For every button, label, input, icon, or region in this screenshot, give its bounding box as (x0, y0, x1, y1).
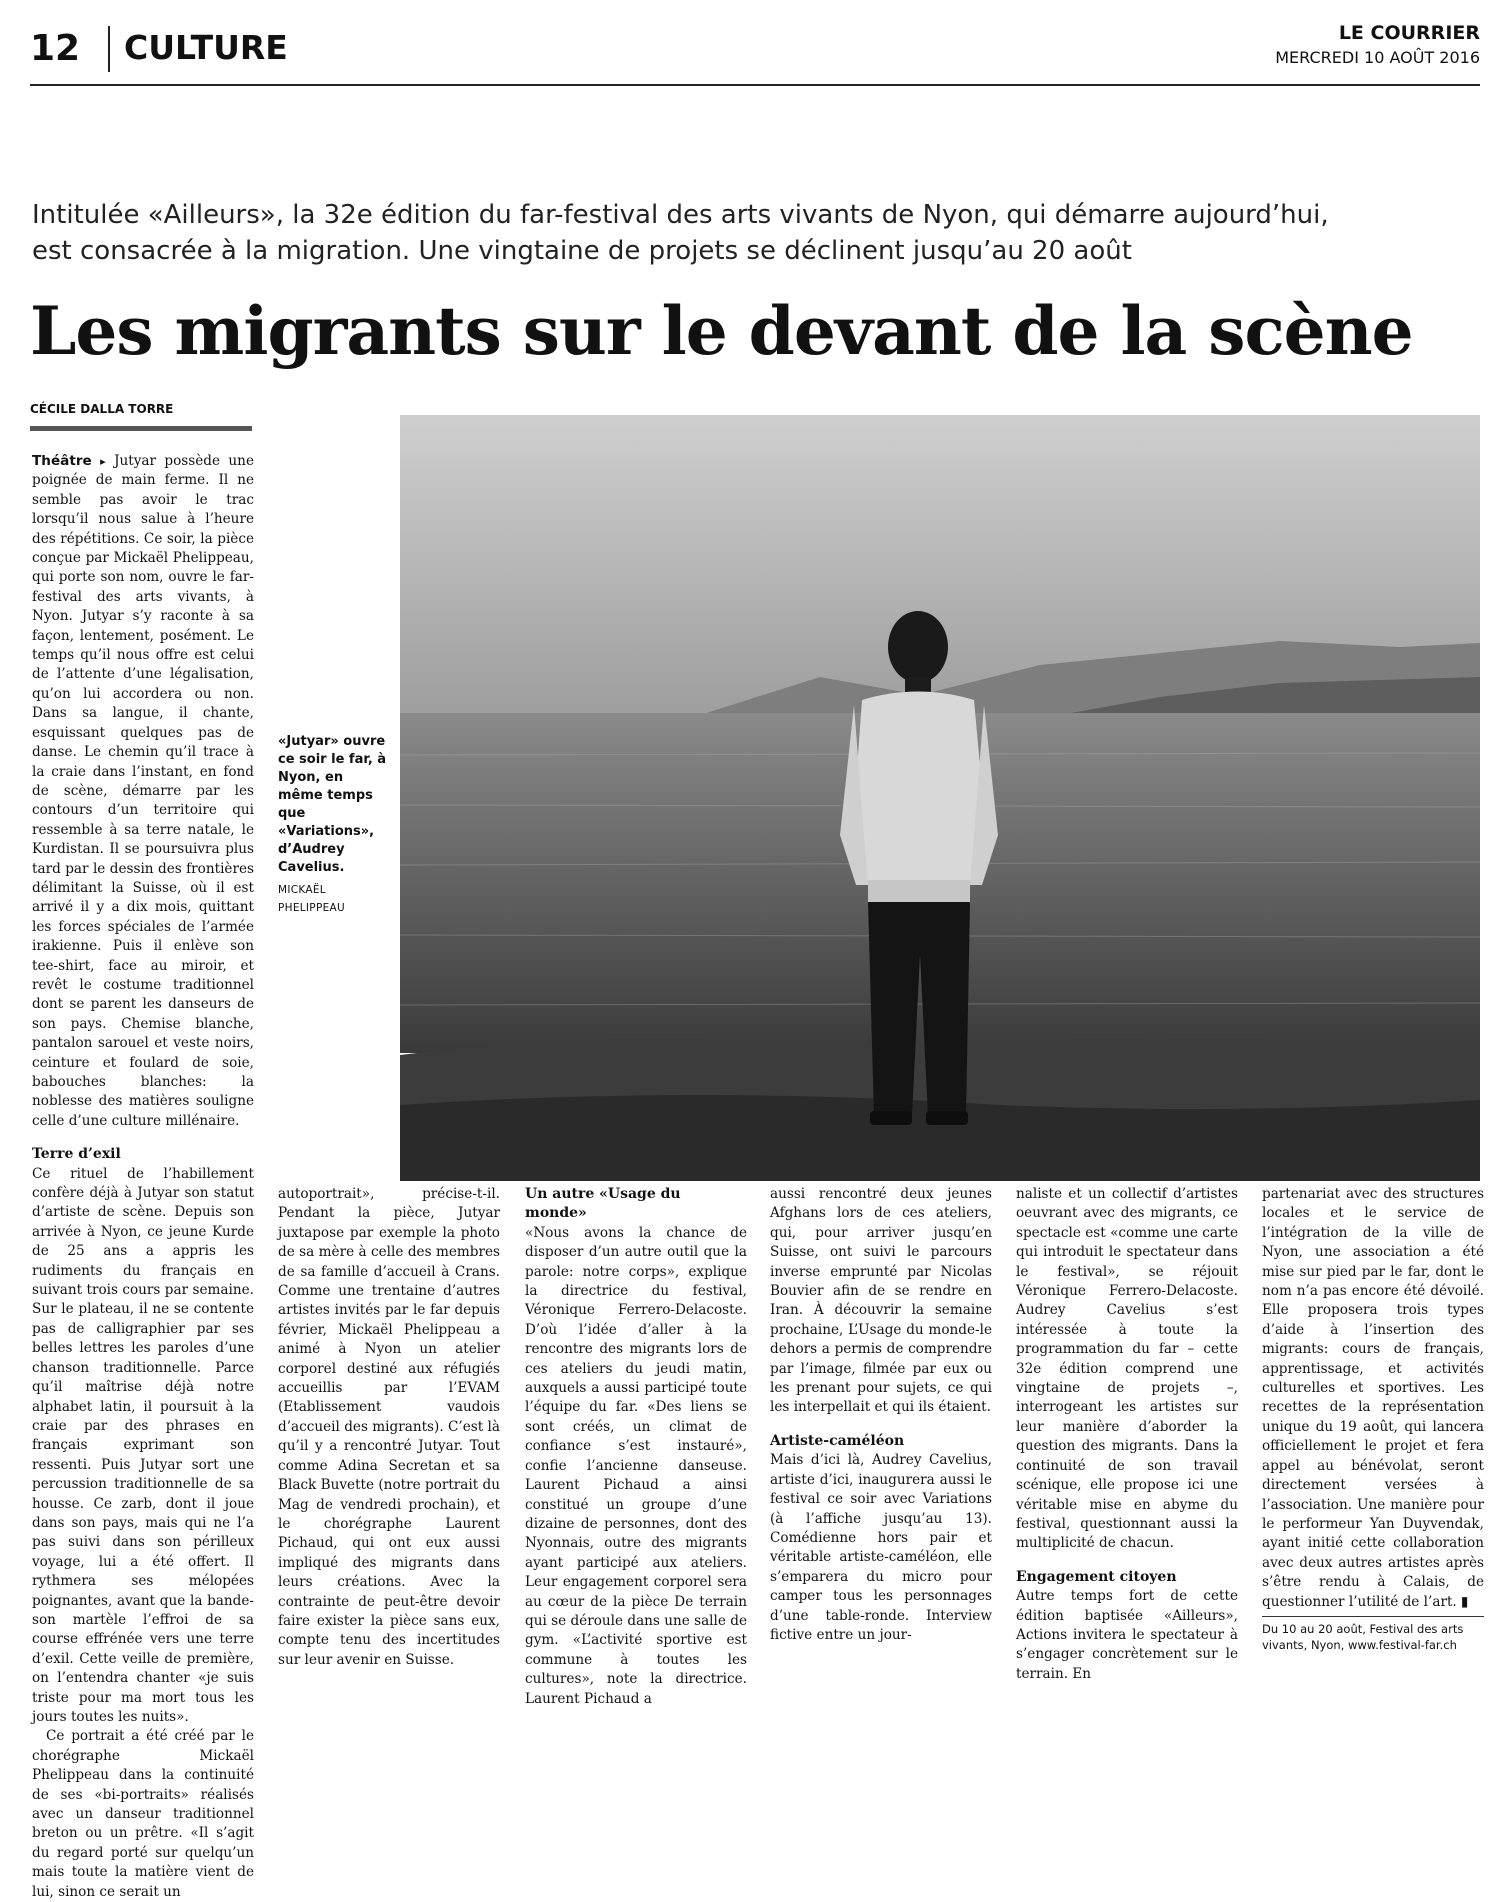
paragraph-8: naliste et un collectif d’artistes oeuvrant avec des migrants, ce spectacle est «comme une carte qui introduit le spectateur dans le festival», se réjouit Véronique Ferrero-Delacoste. Audrey Cavelius s’est intéressée à toute la programmation du far – cette 32e édition comprend une vingtaine de projets –, interrogeant les artistes sur leur manière d’aborder la question des migrants. Dans la continuité de son travail scénique, elle propose ici une véritable mise en abyme du festival, questionnant aussi la multiplicité de chacun. (1016, 1186, 1238, 1552)
paragraph-4: autoportrait», précise-t-il. Pendant la pièce, Jutyar juxtapose par exemple la photo de sa mère à celle des membres de sa famille d’accueil à Crans. Comme une trentaine d’autres artistes invités par le far depuis février, Mickaël Phelippeau a animé à Nyon un atelier corporel destiné aux réfugiés accueillis par l’EVAM (Etablissement vaudois d’accueil des migrants). C’est là qu’il y a rencontré Jutyar. Tout comme Adina Secretan et sa Black Buvette (notre portrait du Mag de vendredi prochain), et le chorégraphe Laurent Pichaud, qui ont eux aussi impliqué des migrants dans leurs créations. Avec la contrainte de peut-être devoir faire exister la pièce sans eux, compte tenu des incertitudes sur leur avenir en Suisse. (278, 1186, 500, 1668)
page-number: 12 (30, 28, 81, 69)
photo-caption (278, 733, 388, 917)
paragraph-7: Mais d’ici là, Audrey Cavelius, artiste d’ici, inaugurera aussi le festival ce soir avec Variations (à l’affiche jusqu’au 13). Comédienne hors pair et véritable artiste-caméléon, elle s’emparera du micro pour camper tous les personnages d’une table-ronde. Interview fictive entre un jour- (770, 1452, 992, 1643)
byline: CÉCILE DALLA TORRE (30, 402, 252, 431)
subhead-usage-du-monde: Un autre «Usage du monde» (525, 1186, 681, 1222)
header-separator (108, 26, 110, 72)
paragraph-10: partenariat avec des structures locales et le service de l’intégration de la ville de Nyon, une association a été mise sur pied par le far, dont le nom n’a pas encore été dévoilé. Elle proposera trois types d’aide à l’insertion des migrants: cours de français, apprentissage, et activités culturelles et sportives. Les recettes de la représentation unique du 19 août, qui lancera officiellement le projet et fera appel au bénévolat, seront directement versées à l’association. Une manière pour le performeur Yan Duyvendak, ayant initié cette collaboration avec deux autres artistes après s’être rendu à Calais, de questionner l’utilité de l’art. ▮ (1262, 1186, 1484, 1610)
article-column-2 (278, 1185, 500, 1668)
article-column-4 (770, 1185, 992, 1657)
article-column-6 (1262, 1185, 1484, 1657)
subhead-artiste-cameleon: Artiste-caméléon (770, 1432, 905, 1449)
section-name: CULTURE (124, 28, 288, 67)
subhead-terre-exil: Terre d’exil (32, 1146, 121, 1163)
article-column-1 (32, 452, 254, 1900)
paragraph-3: Ce portrait a été créé par le chorégraphe Mickaël Phelippeau dans la continuité de ses «bi-portraits» réalisés avec un danseur traditionnel breton ou un prêtre. «Il s’agit du regard porté sur quelqu’un mais toute la matière vient de lui, sinon ce serait un (32, 1728, 254, 1900)
caption-text: «Jutyar» ouvre ce soir le far, à Nyon, en même temps que «Variations», d’Audrey Cavelius. (278, 734, 387, 875)
paragraph-1-text: Jutyar possède une poignée de main ferme. Il ne semble pas avoir le trac lorsqu’il nous salue à l’heure des répétitions. Ce soir, la pièce conçue par Mickaël Phelippeau, qui porte son nom, ouvre le far-festival des arts vivants, à Nyon. Jutyar s’y raconte à sa façon, lentement, posément. Le temps qu’il nous offre est celui de l’attente d’une légalisation, qu’on lui accordera ou non. Dans sa langue, il chante, esquissant quelques pas de danse. Le chemin qu’il trace à la craie dans l’instant, en fond de scène, démarre par les contours d’un territoire qui ressemble à sa terre natale, le Kurdistan. Il se poursuivra plus tard par le dessin des frontières délimitant la Suisse, où il est arrivé il y a dix mois, quittant les forces spéciales de l’armée irakienne. Puis il enlève son tee-shirt, face au miroir, et revêt le costume traditionnel dont se parent les danseurs de son pays. Chemise blanche, pantalon sarouel et veste noirs, ceinture et foulard de soie, babouches blanches: la noblesse des matières souligne celle d’une culture millénaire. (32, 453, 254, 1129)
paragraph-6: aussi rencontré deux jeunes Afghans lors de ces ateliers, qui, pour arriver jusqu’en Suisse, ont suivi le parcours inverse emprunté par Nicolas Bouvier afin de se rendre en Iran. À découvrir la semaine prochaine, L’Usage du monde-le dehors a permis de comprendre par l’image, filmée par eux ou les prenant pour sujets, ce qui les interpellait et qui ils étaient. (770, 1186, 992, 1416)
paragraph-9: Autre temps fort de cette édition baptisée «Ailleurs», Actions invitera le spectateur à s’engager concrètement sur le terrain. En (1016, 1588, 1238, 1682)
photo-lake-man-illustration (400, 415, 1480, 1181)
photo-credit: MICKAËL PHELIPPEAU (278, 884, 345, 914)
deck-line-2: est consacrée à la migration. Une vingtaine de projets se déclinent jusqu’au 20 août (32, 236, 1132, 266)
article-column-3 (525, 1185, 747, 1707)
issue-date: MERCREDI 10 AOÛT 2016 (1275, 48, 1480, 67)
deck-line-1: Intitulée «Ailleurs», la 32e édition du far-festival des arts vivants de Nyon, qui démarre aujourd’hui, (32, 200, 1329, 230)
article-column-5 (1016, 1185, 1238, 1682)
article-photo (400, 415, 1480, 1181)
kicker-label: Théâtre (32, 453, 92, 469)
article-headline: Les migrants sur le devant de la scène (30, 292, 1413, 370)
paragraph-5: «Nous avons la chance de disposer d’un autre outil que la parole: notre corps», explique la directrice du festival, Véronique Ferrero-Delacoste. D’où l’idée d’aller à la rencontre des migrants lors de ces ateliers du jeudi matin, auxquels a aussi participé toute l’équipe du far. «Des liens se sont créés, un climat de confiance s’est instauré», confie l’ancienne danseuse. Laurent Pichaud a ainsi constitué un groupe d’une dizaine de personnes, dont des Nyonnais, outre des migrants ayant participé aux ateliers. Leur engagement corporel sera au cœur de la pièce De terrain qui se déroule dans une salle de gym. «L’activité sportive est commune à toutes les cultures», note la directrice. Laurent Pichaud a (525, 1224, 747, 1707)
paragraph-2: Ce rituel de l’habillement confère déjà à Jutyar son statut d’artiste de scène. Depuis son arrivée à Nyon, ce jeune Kurde de 25 ans a appris les rudiments du français en suivant trois cours par semaine. Sur le plateau, il ne se contente pas de calligraphier par ses belles lettres les paroles d’une chanson traditionnelle. Parce qu’il maîtrise déjà notre alphabet latin, il poursuit à la craie par des phrases en français exprimant son ressenti. Puis Jutyar sort une percussion traditionnelle de sa housse. Ce zarb, dont il joue dans son pays, mais qui ne l’a pas suivi dans son périlleux voyage, lui a été offert. Il rythmera ses mélopées poignantes, avant que la bande-son martèle l’effroi de sa course effrénée vers une terre d’exil. Cette veille de première, on l’entendra chanter «je suis triste pour ma mort tous les jours toutes les nuits». (32, 1165, 254, 1725)
festival-info-footnote: Du 10 au 20 août, Festival des arts vivants, Nyon, www.festival-far.ch (1262, 1616, 1484, 1653)
page-header (30, 22, 1480, 86)
kicker-arrow-icon: ▸ (100, 455, 106, 468)
newspaper-masthead (1275, 22, 1480, 67)
subhead-engagement-citoyen: Engagement citoyen (1016, 1568, 1177, 1585)
paragraph-1 (32, 452, 254, 1131)
article-deck (32, 197, 1482, 269)
newspaper-name: LE COURRIER (1338, 22, 1480, 44)
